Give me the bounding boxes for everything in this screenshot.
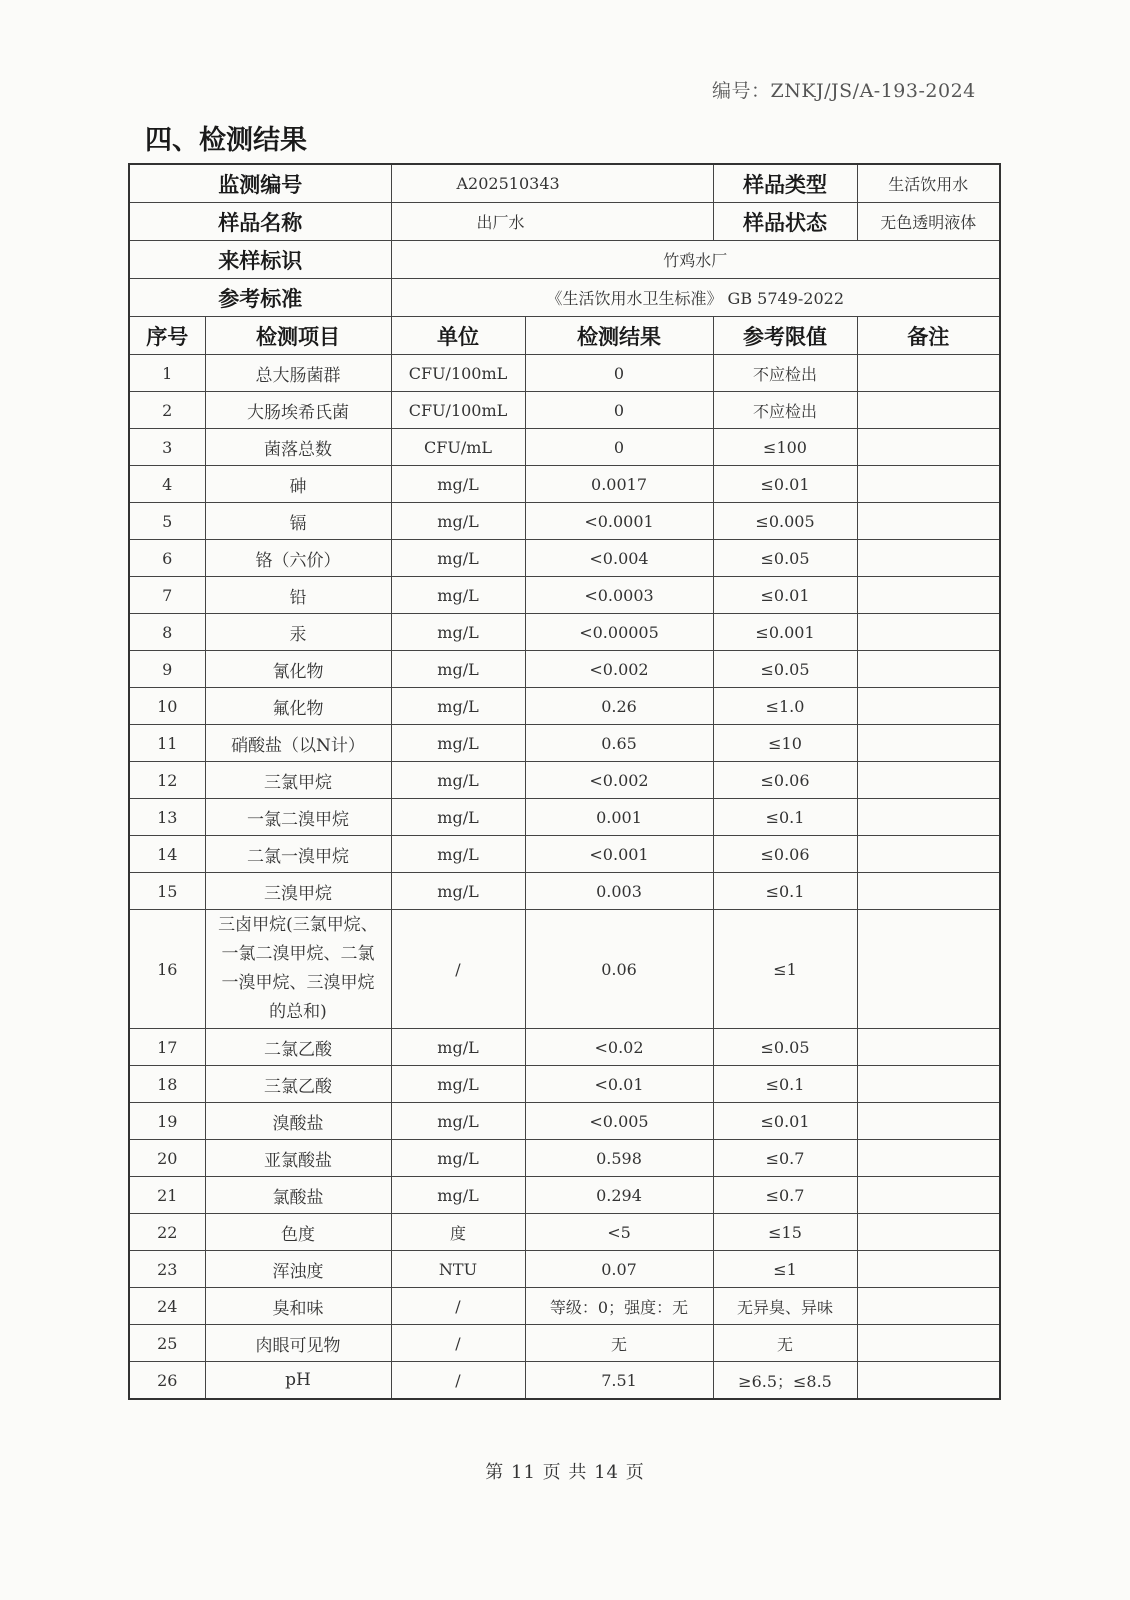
table-row [129, 1362, 1000, 1400]
cell-note [857, 1140, 1000, 1177]
cell-note [857, 1214, 1000, 1251]
cell-limit: 不应检出 [713, 392, 857, 429]
cell-no: 8 [129, 614, 205, 651]
cell-unit: mg/L [391, 577, 525, 614]
cell-item: 硝酸盐（以N计） [205, 725, 391, 762]
cell-unit: NTU [391, 1251, 525, 1288]
table-row [129, 1140, 1000, 1177]
cell-unit: / [391, 1325, 525, 1362]
table-row [129, 540, 1000, 577]
cell-limit: ≤0.05 [713, 651, 857, 688]
info-row-sample-name [129, 203, 1000, 241]
table-row [129, 1251, 1000, 1288]
cell-no: 15 [129, 873, 205, 910]
cell-limit: ≤0.005 [713, 503, 857, 540]
cell-item: 汞 [205, 614, 391, 651]
cell-result: <0.001 [525, 836, 713, 873]
cell-item-text: 三卤甲烷(三氯甲烷、一氯二溴甲烷、二氯一溴甲烷、三溴甲烷的总和) [218, 915, 378, 1022]
cell-item: 大肠埃希氏菌 [205, 392, 391, 429]
source-label: 来样标识 [129, 241, 391, 279]
cell-item: 菌落总数 [205, 429, 391, 466]
table-row [129, 1177, 1000, 1214]
cell-unit: / [391, 910, 525, 1029]
cell-result: 0 [525, 355, 713, 392]
cell-unit: mg/L [391, 1029, 525, 1066]
cell-result: 0.001 [525, 799, 713, 836]
sample-name-label: 样品名称 [129, 203, 391, 241]
results-table [128, 163, 1001, 1400]
table-row [129, 1103, 1000, 1140]
cell-limit: ≤0.01 [713, 466, 857, 503]
cell-item: 氰化物 [205, 651, 391, 688]
cell-no: 17 [129, 1029, 205, 1066]
cell-result: 0.65 [525, 725, 713, 762]
cell-limit: ≤0.7 [713, 1140, 857, 1177]
cell-result: 无 [525, 1325, 713, 1362]
cell-limit: ≤0.06 [713, 836, 857, 873]
cell-note [857, 873, 1000, 910]
cell-limit: ≤0.06 [713, 762, 857, 799]
cell-note [857, 1288, 1000, 1325]
table-row [129, 355, 1000, 392]
cell-no: 10 [129, 688, 205, 725]
table-row [129, 1029, 1000, 1066]
cell-result: 0.003 [525, 873, 713, 910]
cell-no: 20 [129, 1140, 205, 1177]
cell-result: 0 [525, 429, 713, 466]
cell-unit: mg/L [391, 540, 525, 577]
cell-note [857, 540, 1000, 577]
cell-result: <0.004 [525, 540, 713, 577]
cell-result: <0.01 [525, 1066, 713, 1103]
col-header-item: 检测项目 [205, 317, 391, 355]
cell-note [857, 1251, 1000, 1288]
col-header-no: 序号 [129, 317, 205, 355]
cell-item: 浑浊度 [205, 1251, 391, 1288]
cell-no: 16 [129, 910, 205, 1029]
cell-no: 18 [129, 1066, 205, 1103]
document-number: 编号：ZNKJ/JS/A-193-2024 [712, 80, 976, 102]
cell-note [857, 466, 1000, 503]
cell-note [857, 725, 1000, 762]
table-row [129, 503, 1000, 540]
table-row [129, 651, 1000, 688]
cell-unit: 度 [391, 1214, 525, 1251]
cell-no: 5 [129, 503, 205, 540]
table-row [129, 614, 1000, 651]
table-row [129, 466, 1000, 503]
cell-note [857, 651, 1000, 688]
cell-unit: mg/L [391, 762, 525, 799]
monitor-no-label: 监测编号 [129, 164, 391, 203]
standard-value: 《生活饮用水卫生标准》 GB 5749-2022 [391, 279, 1000, 317]
cell-limit: ≤1 [713, 910, 857, 1029]
col-header-result: 检测结果 [525, 317, 713, 355]
cell-unit: CFU/mL [391, 429, 525, 466]
col-header-note: 备注 [857, 317, 1000, 355]
standard-label: 参考标准 [129, 279, 391, 317]
cell-unit: / [391, 1288, 525, 1325]
cell-note [857, 910, 1000, 1029]
table-row [129, 799, 1000, 836]
cell-result: 0.294 [525, 1177, 713, 1214]
cell-note [857, 836, 1000, 873]
cell-unit: CFU/100mL [391, 392, 525, 429]
cell-limit: 不应检出 [713, 355, 857, 392]
cell-result: 0.598 [525, 1140, 713, 1177]
cell-no: 7 [129, 577, 205, 614]
cell-result: 0.0017 [525, 466, 713, 503]
cell-no: 14 [129, 836, 205, 873]
cell-result: 0.07 [525, 1251, 713, 1288]
table-row [129, 910, 1000, 1029]
cell-limit: ≤100 [713, 429, 857, 466]
cell-unit: mg/L [391, 614, 525, 651]
cell-result: 7.51 [525, 1362, 713, 1400]
cell-note [857, 429, 1000, 466]
sample-state-value: 无色透明液体 [857, 203, 1000, 241]
cell-no: 19 [129, 1103, 205, 1140]
table-row [129, 429, 1000, 466]
col-header-unit: 单位 [391, 317, 525, 355]
cell-limit: ≤15 [713, 1214, 857, 1251]
cell-item: 一氯二溴甲烷 [205, 799, 391, 836]
cell-note [857, 355, 1000, 392]
cell-limit: ≤0.05 [713, 1029, 857, 1066]
info-row-source [129, 241, 1000, 279]
info-row-standard [129, 279, 1000, 317]
cell-unit: mg/L [391, 651, 525, 688]
monitor-no-value: A202510343 [391, 164, 713, 203]
cell-limit: ≥6.5；≤8.5 [713, 1362, 857, 1400]
cell-note [857, 1362, 1000, 1400]
cell-no: 11 [129, 725, 205, 762]
cell-no: 4 [129, 466, 205, 503]
cell-item: 镉 [205, 503, 391, 540]
cell-result: 0.26 [525, 688, 713, 725]
cell-limit: ≤0.1 [713, 1066, 857, 1103]
cell-limit: ≤0.001 [713, 614, 857, 651]
cell-result: <0.002 [525, 651, 713, 688]
cell-unit: mg/L [391, 1177, 525, 1214]
cell-unit: mg/L [391, 1103, 525, 1140]
cell-note [857, 577, 1000, 614]
cell-limit: ≤0.01 [713, 1103, 857, 1140]
cell-result: <0.002 [525, 762, 713, 799]
cell-note [857, 503, 1000, 540]
table-row [129, 1214, 1000, 1251]
info-row-monitor [129, 164, 1000, 203]
sample-name-value: 出厂水 [391, 203, 713, 241]
cell-no: 3 [129, 429, 205, 466]
cell-no: 1 [129, 355, 205, 392]
cell-no: 6 [129, 540, 205, 577]
results-table-container [128, 163, 999, 1400]
cell-limit: 无 [713, 1325, 857, 1362]
cell-limit: ≤1 [713, 1251, 857, 1288]
cell-unit: mg/L [391, 836, 525, 873]
cell-note [857, 1066, 1000, 1103]
table-row [129, 1066, 1000, 1103]
cell-limit: ≤0.1 [713, 873, 857, 910]
cell-unit: mg/L [391, 503, 525, 540]
cell-no: 22 [129, 1214, 205, 1251]
cell-note [857, 1177, 1000, 1214]
cell-item: 肉眼可见物 [205, 1325, 391, 1362]
cell-result: <0.00005 [525, 614, 713, 651]
cell-limit: ≤0.05 [713, 540, 857, 577]
sample-state-label: 样品状态 [713, 203, 857, 241]
cell-unit: mg/L [391, 799, 525, 836]
cell-unit: / [391, 1362, 525, 1400]
cell-unit: mg/L [391, 873, 525, 910]
cell-unit: mg/L [391, 1140, 525, 1177]
cell-note [857, 688, 1000, 725]
table-row [129, 1288, 1000, 1325]
page-footer: 第 11 页 共 14 页 [485, 1462, 645, 1483]
cell-result: 等级：0；强度：无 [525, 1288, 713, 1325]
cell-limit: ≤0.01 [713, 577, 857, 614]
column-header-row [129, 317, 1000, 355]
cell-item: pH [205, 1362, 391, 1400]
sample-type-label: 样品类型 [713, 164, 857, 203]
cell-limit: ≤0.1 [713, 799, 857, 836]
cell-result: 0.06 [525, 910, 713, 1029]
sample-type-value: 生活饮用水 [857, 164, 1000, 203]
cell-result: <0.005 [525, 1103, 713, 1140]
cell-item: 铅 [205, 577, 391, 614]
table-row [129, 688, 1000, 725]
cell-result: 0 [525, 392, 713, 429]
cell-item: 臭和味 [205, 1288, 391, 1325]
cell-no: 24 [129, 1288, 205, 1325]
cell-unit: mg/L [391, 688, 525, 725]
table-row [129, 1325, 1000, 1362]
table-row [129, 873, 1000, 910]
table-row [129, 725, 1000, 762]
cell-limit: 无异臭、异味 [713, 1288, 857, 1325]
cell-note [857, 762, 1000, 799]
cell-unit: mg/L [391, 1066, 525, 1103]
cell-item: 二氯乙酸 [205, 1029, 391, 1066]
cell-item: 砷 [205, 466, 391, 503]
cell-item: 铬（六价） [205, 540, 391, 577]
cell-item: 溴酸盐 [205, 1103, 391, 1140]
cell-item [205, 910, 391, 1029]
source-value: 竹鸡水厂 [391, 241, 1000, 279]
cell-unit: CFU/100mL [391, 355, 525, 392]
cell-item: 色度 [205, 1214, 391, 1251]
cell-item: 三溴甲烷 [205, 873, 391, 910]
cell-no: 21 [129, 1177, 205, 1214]
cell-item: 氯酸盐 [205, 1177, 391, 1214]
cell-no: 23 [129, 1251, 205, 1288]
col-header-limit: 参考限值 [713, 317, 857, 355]
table-row [129, 836, 1000, 873]
cell-item: 总大肠菌群 [205, 355, 391, 392]
cell-no: 2 [129, 392, 205, 429]
cell-limit: ≤0.7 [713, 1177, 857, 1214]
section-title: 四、检测结果 [145, 125, 307, 156]
cell-no: 13 [129, 799, 205, 836]
cell-result: <5 [525, 1214, 713, 1251]
cell-item: 二氯一溴甲烷 [205, 836, 391, 873]
cell-item: 氟化物 [205, 688, 391, 725]
cell-item: 三氯甲烷 [205, 762, 391, 799]
cell-result: <0.0001 [525, 503, 713, 540]
cell-no: 12 [129, 762, 205, 799]
cell-note [857, 1029, 1000, 1066]
cell-unit: mg/L [391, 466, 525, 503]
table-row [129, 762, 1000, 799]
cell-item: 亚氯酸盐 [205, 1140, 391, 1177]
cell-no: 26 [129, 1362, 205, 1400]
table-row [129, 577, 1000, 614]
cell-result: <0.0003 [525, 577, 713, 614]
cell-note [857, 392, 1000, 429]
cell-note [857, 614, 1000, 651]
cell-no: 9 [129, 651, 205, 688]
cell-result: <0.02 [525, 1029, 713, 1066]
cell-limit: ≤10 [713, 725, 857, 762]
cell-item: 三氯乙酸 [205, 1066, 391, 1103]
cell-note [857, 1325, 1000, 1362]
cell-note [857, 799, 1000, 836]
cell-limit: ≤1.0 [713, 688, 857, 725]
cell-no: 25 [129, 1325, 205, 1362]
table-row [129, 392, 1000, 429]
cell-unit: mg/L [391, 725, 525, 762]
cell-note [857, 1103, 1000, 1140]
